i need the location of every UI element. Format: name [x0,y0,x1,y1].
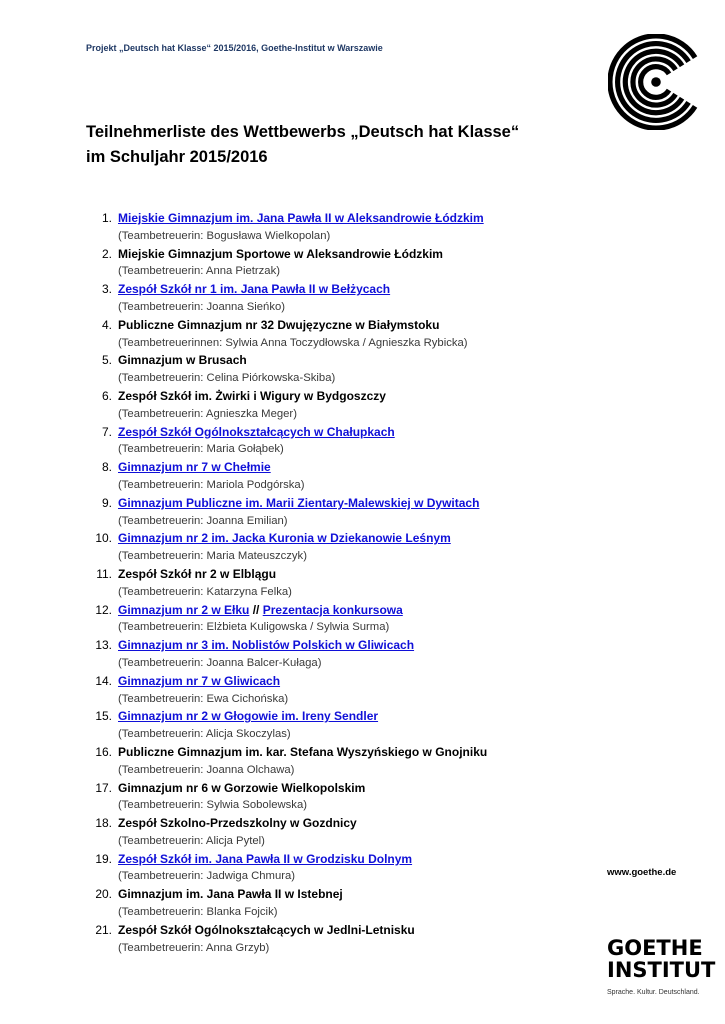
item-number: 11. [96,566,112,581]
school-name [118,459,304,477]
list-item [86,495,586,531]
school-link[interactable]: Gimnazjum nr 7 w Gliwicach [118,673,281,688]
item-content [118,352,335,388]
item-content [118,424,395,460]
team-supervisor: (Teambetreuerin: Joanna Emilian) [118,514,288,527]
item-number: 4. [101,317,112,332]
brand-line-1: GOETHE [607,936,703,960]
team-supervisor: (Teambetreuerin: Joanna Balcer-Kułaga) [118,656,322,669]
item-content [118,530,451,566]
team-supervisor: (Teambetreuerin: Katarzyna Felka) [118,585,292,598]
team-supervisor: (Teambetreuerin: Joanna Sieńko) [118,300,286,313]
item-content [118,317,468,353]
item-number: 9. [101,495,112,510]
school-name: Gimnazjum w Brusach [118,353,247,368]
team-supervisor: (Teambetreuerin: Alicja Pytel) [118,834,265,847]
item-content [118,602,403,638]
school-name: Zespół Szkół im. Żwirki i Wigury w Bydgoszczy [118,388,386,403]
presentation-link[interactable]: Prezentacja konkursowa [262,602,403,617]
item-content [118,210,484,246]
logo-center-dot [651,77,661,87]
school-name [118,281,390,299]
item-content [118,459,304,495]
item-number: 20. [95,887,112,902]
school-name [118,495,479,513]
team-supervisor: (Teambetreuerin: Blanka Fojcik) [118,906,278,919]
school-name: Zespół Szkół nr 2 w Elblągu [118,566,277,581]
team-supervisor: (Teambetreuerin: Jadwiga Chmura) [118,870,296,883]
list-item [86,815,586,851]
item-number: 12. [95,602,112,617]
item-content [118,673,288,709]
list-item [86,602,586,638]
list-item [86,566,586,602]
team-supervisor: (Teambetreuerin: Maria Gołąbek) [118,443,284,456]
item-content [118,886,343,922]
team-supervisor: (Teambetreuerin: Celina Piórkowska-Skiba) [118,372,336,385]
item-number: 15. [95,709,112,724]
team-supervisor: (Teambetreuerin: Sylwia Sobolewska) [118,799,307,812]
item-content [118,637,414,673]
school-link[interactable]: Gimnazjum nr 3 im. Noblistów Polskich w Gliwicach [118,638,415,653]
team-supervisor: (Teambetreuerin: Ewa Cichońska) [118,692,289,705]
list-item [86,744,586,780]
team-supervisor: (Teambetreuerinnen: Sylwia Anna Toczydłowska / Agnieszka Rybicka) [118,336,468,349]
item-number: 7. [101,424,112,439]
school-link[interactable]: Miejskie Gimnazjum im. Jana Pawła II w Aleksandrowie Łódzkim [118,211,484,225]
school-name: Gimnazjum nr 6 w Gorzowie Wielkopolskim [118,780,366,795]
item-content [118,851,412,887]
brand-name [607,936,716,982]
school-link[interactable]: Gimnazjum nr 2 im. Jacka Kuronia w Dziekanowie Leśnym [118,531,451,546]
school-name [118,530,451,548]
item-content [118,281,390,317]
list-item [86,388,586,424]
list-item [86,424,586,460]
school-name [118,424,395,442]
item-number: 17. [95,780,112,795]
list-item [86,637,586,673]
team-supervisor: (Teambetreuerin: Maria Mateuszczyk) [118,550,307,563]
link-separator: // [249,602,263,617]
brand-line-2: INSTITUT [607,958,716,982]
item-content [118,922,415,958]
item-content [118,780,365,816]
school-name: Gimnazjum im. Jana Pawła II w Istebnej [118,887,343,902]
item-number: 21. [95,922,112,937]
list-item [86,246,586,282]
goethe-institut-logo [607,936,716,996]
item-content [118,566,292,602]
item-content [118,246,443,282]
list-item [86,317,586,353]
website-url[interactable]: www.goethe.de [607,867,677,878]
list-item [86,851,586,887]
list-item [86,886,586,922]
school-link[interactable]: Gimnazjum nr 2 w Głogowie im. Ireny Sendler [118,709,379,724]
title-line-1: Teilnehmerliste des Wettbewerbs „Deutsch hat Klasse“ [86,123,520,141]
school-name [118,602,403,620]
item-number: 5. [101,353,112,368]
list-item [86,708,586,744]
team-supervisor: (Teambetreuerin: Alicja Skoczylas) [118,728,291,741]
list-item [86,352,586,388]
item-number: 10. [95,531,112,546]
title-line-2: im Schuljahr 2015/2016 [86,148,268,166]
item-number: 3. [101,282,112,297]
project-header: Projekt „Deutsch hat Klasse“ 2015/2016, Goethe-Institut w Warszawie [86,43,383,53]
school-link[interactable]: Zespół Szkół Ogólnokształcących w Chałupkach [118,424,395,439]
school-link[interactable]: Zespół Szkół nr 1 im. Jana Pawła II w Bełżycach [118,282,391,297]
team-supervisor: (Teambetreuerin: Bogusława Wielkopolan) [118,229,331,242]
school-link[interactable]: Gimnazjum nr 7 w Chełmie [118,460,271,475]
school-name: Zespół Szkół Ogólnokształcących w Jedlni-Letnisku [118,922,415,937]
school-name [118,708,378,726]
item-content [118,388,386,424]
team-supervisor: (Teambetreuerin: Elżbieta Kuligowska / Sylwia Surma) [118,621,390,634]
team-supervisor: (Teambetreuerin: Anna Grzyb) [118,941,270,954]
list-item [86,459,586,495]
school-link[interactable]: Zespół Szkół im. Jana Pawła II w Grodzisku Dolnym [118,851,413,866]
school-name: Publiczne Gimnazjum nr 32 Dwujęzyczne w Białymstoku [118,317,440,332]
school-name: Publiczne Gimnazjum im. kar. Stefana Wyszyńskiego w Gnojniku [118,744,488,759]
list-item [86,530,586,566]
school-name: Zespół Szkolno-Przedszkolny w Gozdnicy [118,816,357,831]
list-item [86,281,586,317]
team-supervisor: (Teambetreuerin: Mariola Podgórska) [118,478,305,491]
team-supervisor: (Teambetreuerin: Agnieszka Meger) [118,407,297,420]
school-link[interactable]: Gimnazjum Publiczne im. Marii Zientary-Malewskiej w Dywitach [118,495,480,510]
school-name [118,637,414,655]
item-number: 14. [95,673,112,688]
item-number: 6. [101,388,112,403]
participant-list [86,210,586,957]
item-number: 8. [101,460,112,475]
school-name: Miejskie Gimnazjum Sportowe w Aleksandrowie Łódzkim [118,246,443,261]
item-content [118,815,357,851]
item-number: 19. [95,851,112,866]
list-item [86,780,586,816]
team-supervisor: (Teambetreuerin: Anna Pietrzak) [118,265,281,278]
item-content [118,495,479,531]
item-number: 13. [95,638,112,653]
school-name [118,673,288,691]
list-item [86,673,586,709]
team-supervisor: (Teambetreuerin: Joanna Olchawa) [118,763,295,776]
item-content [118,708,378,744]
item-number: 18. [95,816,112,831]
item-number: 16. [95,744,112,759]
school-name [118,851,412,869]
goethe-rings-logo-icon [608,34,704,130]
item-content [118,744,487,780]
school-name [118,210,484,228]
school-link[interactable]: Gimnazjum nr 2 w Ełku [118,602,250,617]
list-item [86,210,586,246]
item-number: 1. [101,211,112,225]
brand-tagline: Sprache. Kultur. Deutschland. [607,989,700,996]
page-title [86,120,519,170]
item-number: 2. [101,246,112,261]
list-item [86,922,586,958]
